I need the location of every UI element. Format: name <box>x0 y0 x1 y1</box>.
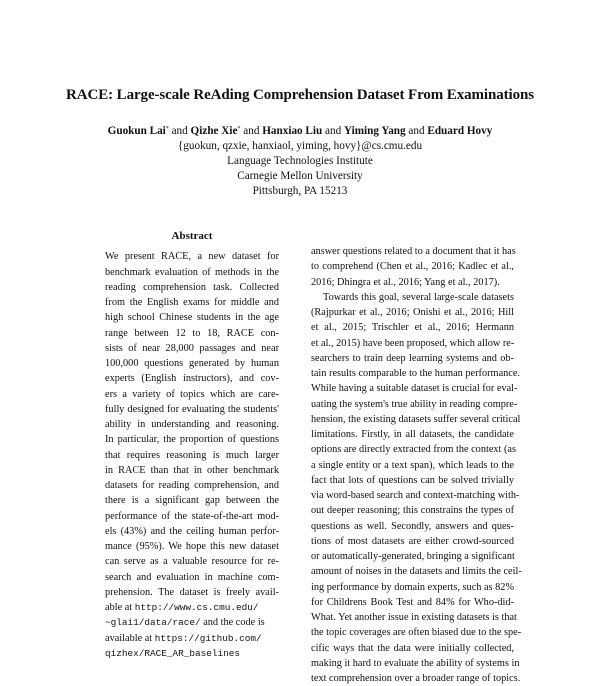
introduction-line: answer questions related to a document that it has <box>311 246 516 257</box>
author-conjunction: and <box>408 125 425 137</box>
introduction-line: tions of most datasets are either crowd-sourced <box>311 535 514 547</box>
introduction-line: searchers to train deep learning systems and ob- <box>311 352 514 364</box>
affiliation-university: Carnegie Mellon University <box>237 170 363 182</box>
abstract-text: available at <box>105 632 155 644</box>
introduction-line: What. Yet another issue in existing datasets is that <box>311 612 517 623</box>
introduction-line: uating the system's true ability in reading compre- <box>311 398 518 410</box>
code-url-continued[interactable]: qizhex/RACE_AR_baselines <box>105 647 241 659</box>
introduction-line: out deeper reasoning; this constrains the types of <box>311 505 514 517</box>
author-name: Hanxiao Liu <box>262 125 323 137</box>
introduction-line: et al., 2015) have been proposed, which allow re- <box>311 337 515 349</box>
abstract-line: experts (English instructors), and cov- <box>105 373 279 385</box>
author-conjunction: and <box>243 125 260 137</box>
code-url[interactable]: https://github.com/ <box>154 632 262 644</box>
abstract-line <box>105 600 279 615</box>
introduction-line: questions as well. Secondly, answers and ques- <box>311 520 514 532</box>
abstract-line: datasets for reading comprehension, and <box>105 480 279 491</box>
author-emails: {guokun, qzxie, hanxiaol, yiming, hovy}@cs.cmu.edu <box>177 140 423 152</box>
author-list <box>0 122 600 139</box>
abstract-line: ers a variety of topics which are care- <box>105 388 279 400</box>
abstract-line: from the English exams for middle and <box>105 297 279 308</box>
author-block <box>0 122 600 199</box>
introduction-line: making it hard to evaluate the ability of systems in <box>311 657 520 669</box>
abstract-line: high school Chinese students in the age <box>105 312 279 324</box>
abstract-column <box>105 229 279 661</box>
author-name: Guokun Lai <box>107 125 166 137</box>
abstract-line <box>105 615 279 630</box>
abstract-line: ability in understanding and reasoning. <box>105 419 279 430</box>
introduction-line: a single entity or a text span), which leads to the <box>311 459 514 471</box>
introduction-line: options are directly extracted from the context (as <box>311 444 516 456</box>
introduction-line: ing performance by domain experts, such as 82% <box>311 581 515 593</box>
introduction-line: via word-based search and context-matching with- <box>311 490 520 501</box>
abstract-line: prehension. The dataset is freely avail- <box>105 586 279 598</box>
introduction-body <box>311 244 522 686</box>
abstract-line: mance (95%). We hope this new dataset <box>105 541 279 552</box>
abstract-line <box>105 646 279 661</box>
introduction-line: tain results comparable to the human performance. <box>311 368 521 379</box>
abstract-line: fully designed for evaluating the students' <box>105 403 279 415</box>
abstract-line: search and evaluation in machine com- <box>105 571 279 583</box>
introduction-line: limitations. Firstly, in all datasets, the candidate <box>311 429 514 440</box>
abstract-text: able at <box>105 602 135 613</box>
abstract-line: that requires reasoning is much larger <box>105 449 279 461</box>
introduction-line: for Childrens Book Test and 84% for Who-did- <box>311 596 514 608</box>
introduction-line: to comprehend (Chen et al., 2016; Kadlec et al., <box>311 261 514 273</box>
abstract-text: and the code is <box>200 617 265 629</box>
dataset-url-continued[interactable]: ~glai1/data/race/ <box>105 617 201 629</box>
introduction-line: Towards this goal, several large-scale datasets <box>323 291 514 303</box>
abstract-line: 100,000 questions generated by human <box>105 358 279 369</box>
abstract-line: in RACE than that in other benchmark <box>105 464 279 476</box>
abstract-line: performance of the state-of-the-art mod- <box>105 510 279 522</box>
author-conjunction: and <box>171 125 188 137</box>
abstract-line <box>105 631 279 646</box>
abstract-line: benchmark evaluation of methods in the <box>105 266 279 278</box>
abstract-line: there is a significant gap between the <box>105 495 279 507</box>
introduction-line: amount of noises in the datasets and limits the ceil- <box>311 566 522 578</box>
abstract-line: els (43%) and the ceiling human perfor- <box>105 525 279 537</box>
paper-title: RACE: Large-scale ReAding Comprehension Dataset From Examinations <box>66 87 534 103</box>
affiliation-location: Pittsburgh, PA 15213 <box>252 185 348 197</box>
author-name: Eduard Hovy <box>427 125 493 137</box>
author-name: Yiming Yang <box>343 125 406 137</box>
abstract-line: We present RACE, a new dataset for <box>105 251 279 263</box>
abstract-line: reading comprehension task. Collected <box>105 281 279 293</box>
introduction-line: et al., 2015; Trischler et al., 2016; Hermann <box>311 322 514 334</box>
introduction-line: While having a suitable dataset is crucial for eval- <box>311 383 518 395</box>
introduction-line: (Rajpurkar et al., 2016; Onishi et al., 2016; Hill <box>311 307 514 318</box>
introduction-line: fact that lots of questions can be solved trivially <box>311 474 514 486</box>
abstract-line: can serve as a valuable resource for re- <box>105 556 279 568</box>
introduction-line: text comprehension over a broader range of topics. <box>311 673 521 684</box>
affiliation-institute: Language Technologies Institute <box>227 155 373 167</box>
abstract-line: sists of near 28,000 passages and near <box>105 342 279 354</box>
author-name: Qizhe Xie <box>190 125 238 137</box>
introduction-line: hension, the existing datasets suffer several critical <box>311 413 521 425</box>
abstract-body <box>105 249 279 600</box>
introduction-line: 2016; Dhingra et al., 2016; Yang et al., 2017). <box>311 276 500 288</box>
equal-contribution-mark: * <box>165 126 169 132</box>
abstract-line: range between 12 to 18, RACE con- <box>105 327 279 339</box>
dataset-url[interactable]: http://www.cs.cmu.edu/ <box>134 602 259 613</box>
author-conjunction: and <box>325 125 342 137</box>
introduction-line: the topic coverages are often biased due to the spe- <box>311 627 522 639</box>
introduction-line: or automatically-generated, bringing a significant <box>311 551 515 562</box>
introduction-column <box>311 244 522 686</box>
abstract-line: In particular, the proportion of questions <box>105 434 279 446</box>
abstract-heading: Abstract <box>171 230 213 242</box>
equal-contribution-mark: * <box>237 126 241 132</box>
introduction-line: cific ways that the data were initially collected, <box>311 642 514 654</box>
